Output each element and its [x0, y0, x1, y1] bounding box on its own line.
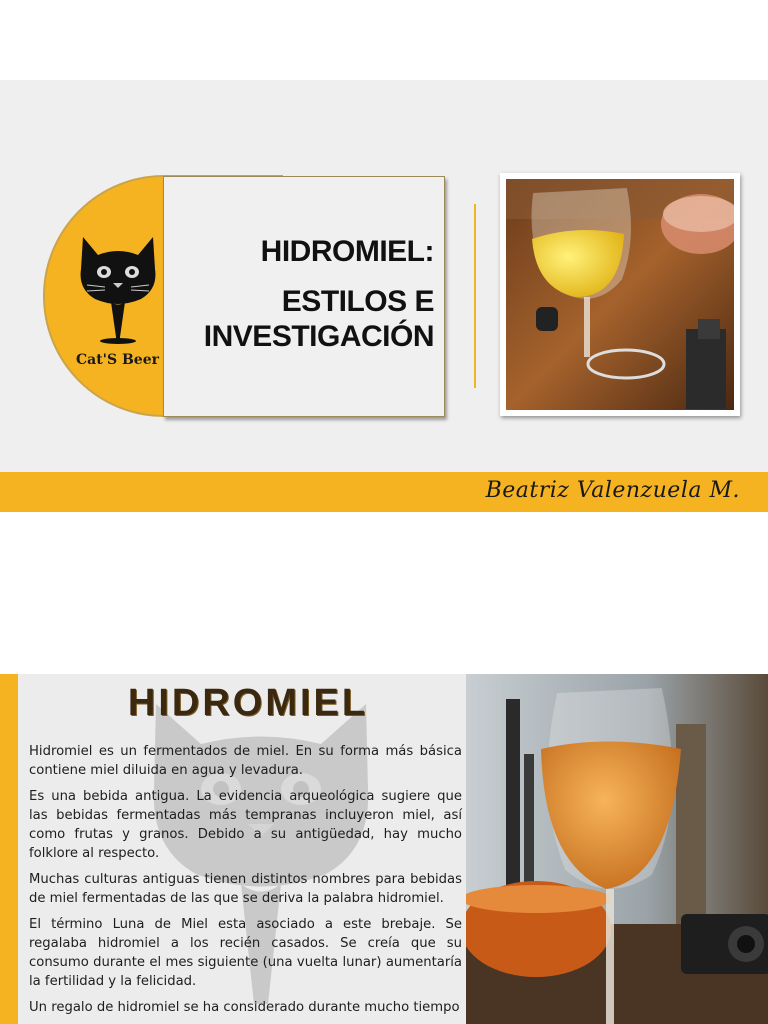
text-panel: [18, 674, 478, 1024]
paragraph: Un regalo de hidromiel se ha considerado durante mucho tiempo: [29, 1000, 460, 1015]
title-slide: [0, 80, 768, 512]
body-text: [29, 742, 462, 1024]
content-slide: [0, 674, 768, 1024]
mead-glasses-photo: [500, 173, 740, 416]
gold-strip: [0, 674, 18, 1024]
author-name: Beatriz Valenzuela M.: [485, 478, 740, 503]
slide-title: HIDROMIEL: [127, 682, 369, 724]
cat-glass-icon: [73, 227, 163, 352]
author-bar: [0, 472, 768, 512]
paragraph: Muchas culturas antiguas tienen distintos nombres para bebidas de miel fermentadas de las que se deriva la palabra hidromiel.: [29, 872, 462, 906]
slide-title: HIDROMIEL:: [260, 235, 434, 268]
paragraph: Hidromiel es un fermentados de miel. En su forma más básica contiene miel diluida en agua y levadura.: [29, 744, 462, 778]
mead-glass-photo: [466, 674, 768, 1024]
slide-subtitle: ESTILOS E INVESTIGACIÓN: [203, 285, 434, 353]
logo-text: Cat'S Beer: [76, 352, 159, 368]
title-box: [163, 176, 445, 417]
paragraph: El término Luna de Miel esta asociado a este brebaje. Se regalaba hidromiel a los recién casados. Se creía que su consumo durante el mes siguiente (una vuelta lunar) aumentaría la fertilidad y la felicidad.: [29, 917, 462, 989]
divider: [474, 204, 476, 388]
paragraph: Es una bebida antigua. La evidencia arqueológica sugiere que las bebidas fermentadas más tempranas incluyeron miel, así como frutas y granos. Debido a su antigüedad, hay mucho folklore al respecto.: [29, 789, 462, 861]
